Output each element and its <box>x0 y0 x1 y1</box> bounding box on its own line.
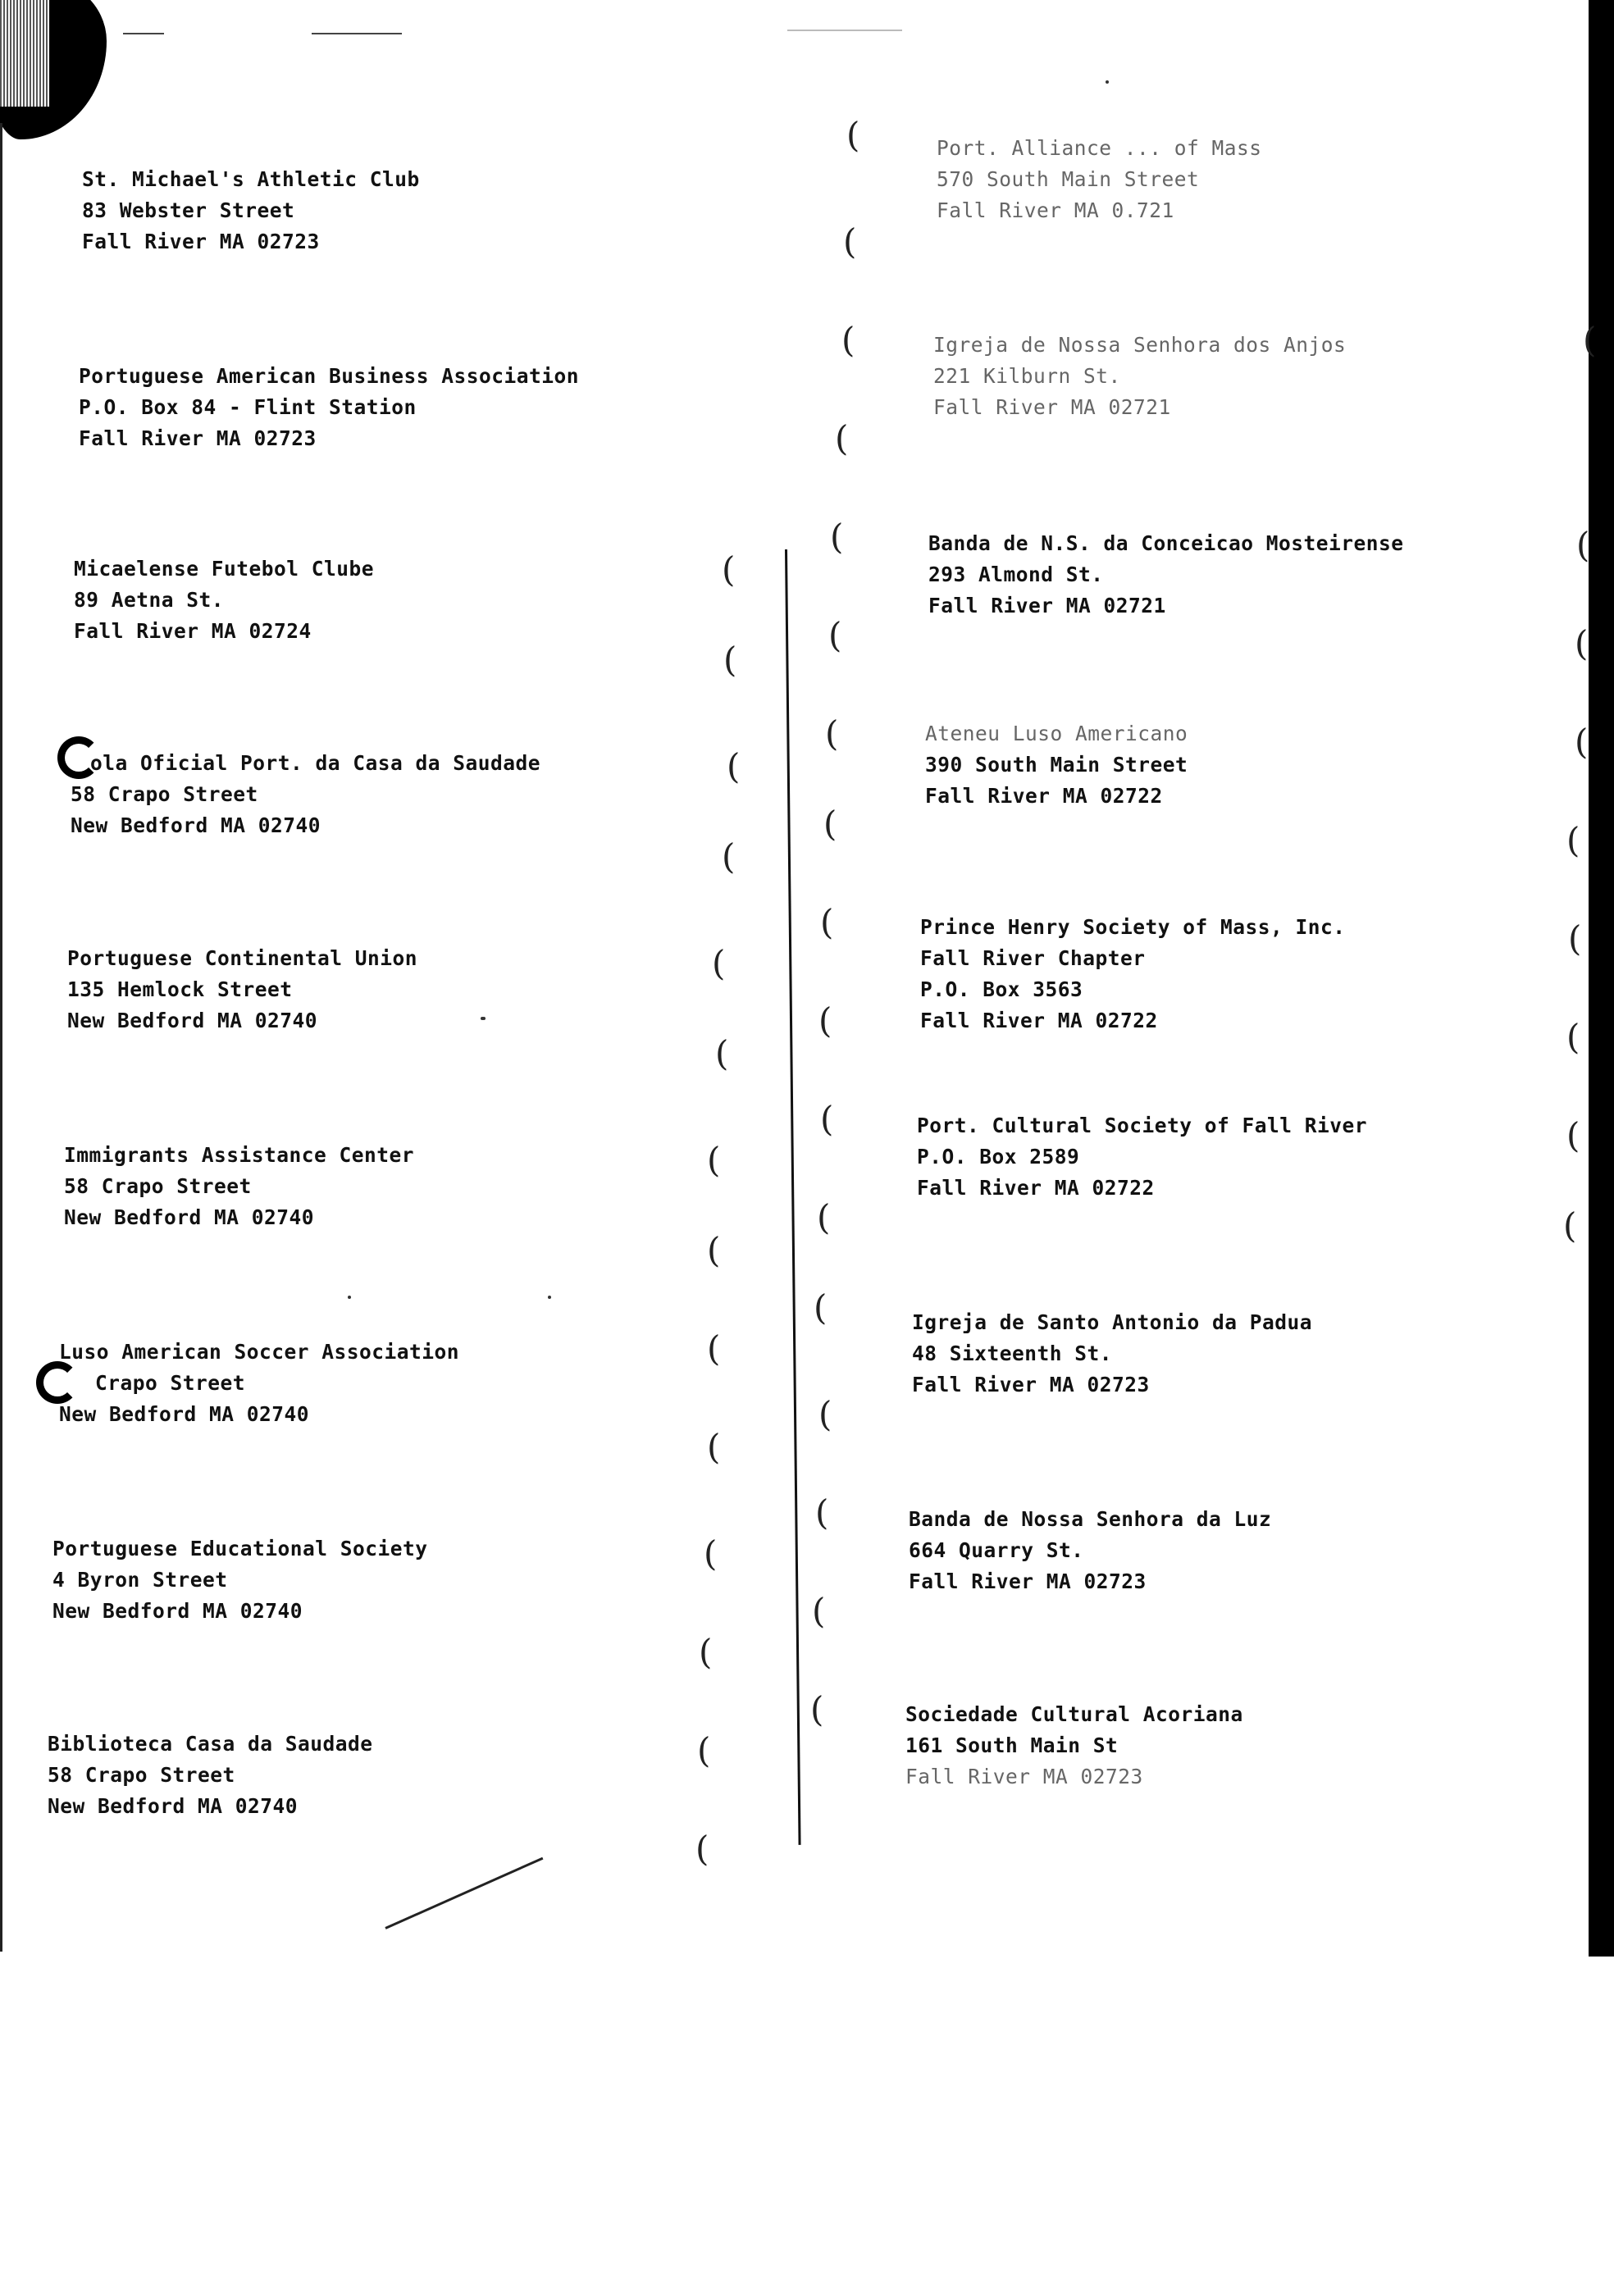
bracket-mark: ( <box>712 943 726 983</box>
center-fold-line <box>785 549 801 1845</box>
org-name: Banda de N.S. da Conceicao Mosteirense <box>928 531 1404 555</box>
directory-entry <box>925 718 1614 812</box>
scan-mark <box>123 33 164 34</box>
street-address: 221 Kilburn St. <box>933 364 1121 388</box>
bracket-mark: ( <box>699 1632 713 1672</box>
bracket-mark: ( <box>1575 722 1589 762</box>
bracket-mark: ( <box>1576 525 1590 565</box>
city-state-zip: Fall River MA 02723 <box>82 230 320 253</box>
directory-entry <box>82 164 787 257</box>
bracket-mark: ( <box>697 1730 711 1770</box>
bracket-mark: ( <box>715 1033 729 1073</box>
bracket-mark: ( <box>1566 1017 1580 1057</box>
bracket-mark: ( <box>1563 1205 1577 1246</box>
dust-speck <box>1106 80 1109 84</box>
street-address: 293 Almond St. <box>928 563 1104 586</box>
bracket-mark: ( <box>707 1328 721 1369</box>
bracket-mark: ( <box>707 1140 721 1180</box>
bracket-mark: ( <box>823 804 837 844</box>
directory-entry <box>912 1307 1614 1401</box>
directory-entry <box>917 1110 1614 1204</box>
bracket-mark: ( <box>830 517 844 557</box>
street-address: 58 Crapo Street <box>71 782 258 806</box>
street-address: 58 Crapo Street <box>48 1763 235 1787</box>
chapter-name: Fall River Chapter <box>920 946 1146 970</box>
bracket-mark: ( <box>695 1829 709 1869</box>
page-edge <box>0 123 2 1952</box>
street-address: Crapo Street <box>95 1371 246 1395</box>
directory-entry <box>67 943 773 1036</box>
bracket-mark: ( <box>820 902 834 942</box>
bracket-mark: ( <box>843 221 857 262</box>
bracket-mark: ( <box>815 1492 829 1533</box>
bracket-mark: ( <box>818 1000 832 1041</box>
directory-entry <box>937 133 1614 226</box>
bracket-mark: ( <box>1566 820 1580 860</box>
city-state-zip: New Bedford MA 02740 <box>64 1205 315 1229</box>
org-name: Igreja de Santo Antonio da Padua <box>912 1310 1313 1334</box>
org-name: Immigrants Assistance Center <box>64 1143 415 1167</box>
bracket-mark: ( <box>722 549 736 590</box>
bracket-mark: ( <box>704 1533 718 1574</box>
city-state-zip: New Bedford MA 02740 <box>67 1009 318 1032</box>
street-address: 89 Aetna St. <box>74 588 225 612</box>
street-address: 570 South Main Street <box>937 167 1200 191</box>
directory-entry <box>59 1337 764 1430</box>
org-name: Prince Henry Society of Mass, Inc. <box>920 915 1346 939</box>
org-name: Port. Cultural Society of Fall River <box>917 1114 1368 1137</box>
directory-entry <box>933 330 1614 423</box>
city-state-zip: Fall River MA 0.721 <box>937 198 1174 222</box>
city-state-zip: Fall River MA 02723 <box>905 1765 1143 1788</box>
org-name: Sociedade Cultural Acoriana <box>905 1702 1243 1726</box>
org-name: Portuguese Educational Society <box>52 1537 428 1560</box>
pen-stroke <box>385 1857 543 1929</box>
dust-speck <box>348 1296 351 1299</box>
bracket-mark: ( <box>707 1230 721 1270</box>
org-name: Portuguese American Business Association <box>79 364 580 388</box>
bracket-mark: ( <box>1566 1115 1580 1155</box>
city-state-zip: New Bedford MA 02740 <box>48 1794 299 1818</box>
directory-entry <box>64 1140 769 1233</box>
scan-noise <box>0 0 49 107</box>
org-name: Micaelense Futebol Clube <box>74 557 375 581</box>
org-name: St. Michael's Athletic Club <box>82 167 420 191</box>
bracket-mark: ( <box>707 1427 721 1467</box>
bracket-mark: ( <box>812 1591 826 1631</box>
street-address: 390 South Main Street <box>925 753 1188 777</box>
bracket-mark: ( <box>810 1689 824 1729</box>
bracket-mark: ( <box>1568 918 1582 959</box>
org-name: Ateneu Luso Americano <box>925 722 1188 745</box>
city-state-zip: Fall River MA 02723 <box>79 426 317 450</box>
org-name: Port. Alliance ... of Mass <box>937 136 1262 160</box>
directory-entry <box>71 748 776 841</box>
city-state-zip: Fall River MA 02723 <box>909 1569 1147 1593</box>
city-state-zip: Fall River MA 02722 <box>917 1176 1155 1200</box>
street-address: P.O. Box 84 - Flint Station <box>79 395 417 419</box>
directory-entry <box>48 1729 753 1822</box>
bracket-mark: ( <box>841 320 855 360</box>
org-name: Banda de Nossa Senhora da Luz <box>909 1507 1272 1531</box>
org-name: ola Oficial Port. da Casa da Saudade <box>90 751 541 775</box>
bracket-mark: ( <box>817 1197 831 1237</box>
bracket-mark: ( <box>846 115 860 155</box>
org-name: Luso American Soccer Association <box>59 1340 460 1364</box>
directory-entry <box>74 554 779 647</box>
directory-entry <box>909 1504 1614 1597</box>
bracket-mark: ( <box>818 1394 832 1434</box>
bracket-mark: ( <box>814 1287 828 1328</box>
city-state-zip: Fall River MA 02721 <box>928 594 1166 617</box>
bracket-mark: ( <box>835 418 849 458</box>
directory-entry <box>79 361 784 454</box>
bracket-mark: ( <box>1575 623 1589 663</box>
org-name: Portuguese Continental Union <box>67 946 418 970</box>
directory-entry <box>905 1699 1611 1793</box>
city-state-zip: Fall River MA 02723 <box>912 1373 1150 1396</box>
bracket-mark: ( <box>828 615 842 655</box>
directory-entry <box>52 1533 758 1627</box>
bracket-mark: ( <box>820 1099 834 1139</box>
street-address: 83 Webster Street <box>82 198 295 222</box>
city-state-zip: Fall River MA 02721 <box>933 395 1171 419</box>
directory-entry <box>920 912 1614 1036</box>
org-name: Biblioteca Casa da Saudade <box>48 1732 373 1756</box>
city-state-zip: Fall River MA 02722 <box>925 784 1163 808</box>
street-address: 4 Byron Street <box>52 1568 228 1592</box>
bracket-mark: ( <box>722 836 736 877</box>
street-address: 58 Crapo Street <box>64 1174 252 1198</box>
scan-mark <box>312 33 402 34</box>
dust-speck <box>548 1296 551 1299</box>
scan-mark <box>787 30 902 31</box>
street-address: 135 Hemlock Street <box>67 977 293 1001</box>
bracket-mark: ( <box>727 746 741 786</box>
street-address: 161 South Main St <box>905 1733 1119 1757</box>
org-name: Igreja de Nossa Senhora dos Anjos <box>933 333 1347 357</box>
city-state-zip: New Bedford MA 02740 <box>59 1402 310 1426</box>
city-state-zip: Fall River MA 02724 <box>74 619 312 643</box>
city-state-zip: New Bedford MA 02740 <box>52 1599 303 1623</box>
street-address: P.O. Box 3563 <box>920 977 1083 1001</box>
city-state-zip: Fall River MA 02722 <box>920 1009 1158 1032</box>
street-address: 664 Quarry St. <box>909 1538 1084 1562</box>
street-address: 48 Sixteenth St. <box>912 1342 1113 1365</box>
directory-entry <box>928 528 1614 622</box>
street-address: P.O. Box 2589 <box>917 1145 1080 1168</box>
bracket-mark: ( <box>723 640 737 680</box>
bracket-mark: ( <box>1583 320 1597 360</box>
bracket-mark: ( <box>825 713 839 754</box>
city-state-zip: New Bedford MA 02740 <box>71 813 321 837</box>
